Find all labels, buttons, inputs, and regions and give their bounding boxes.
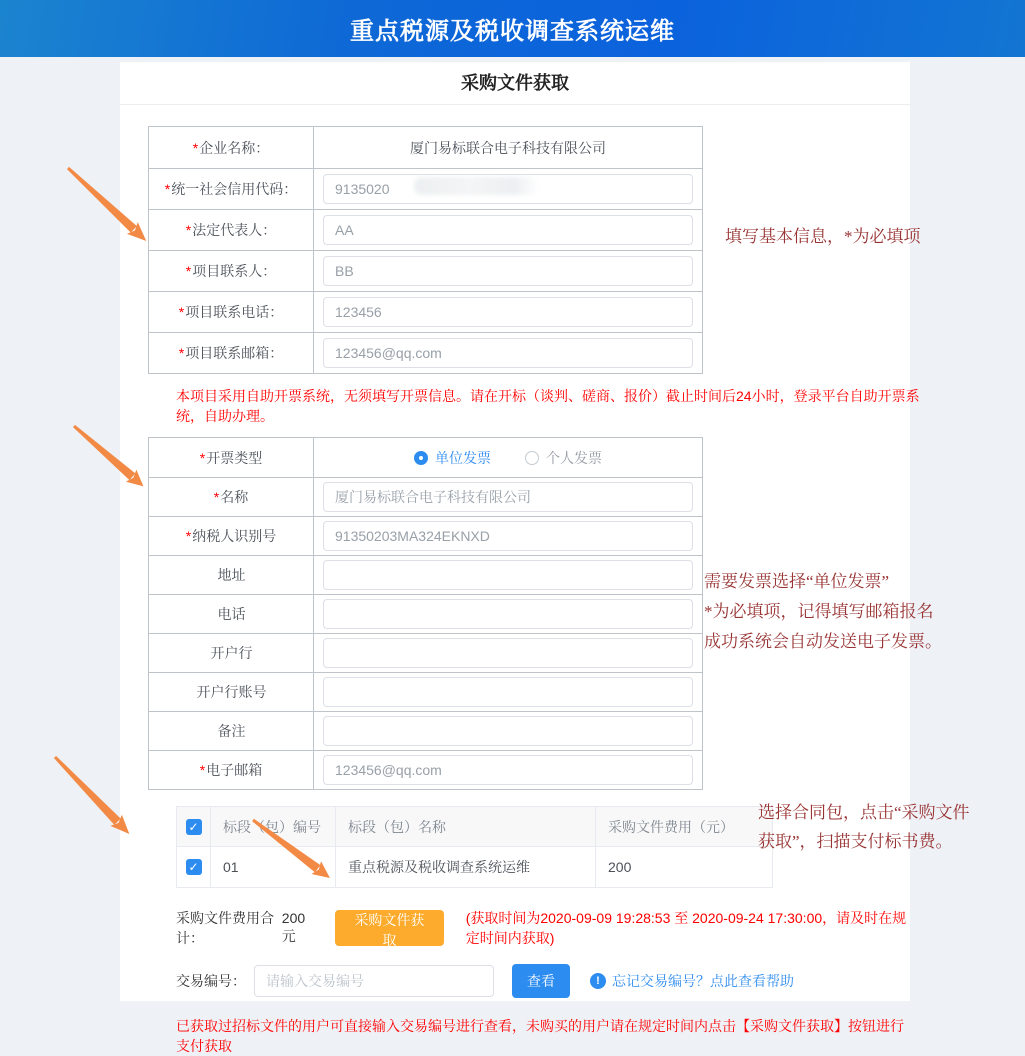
required-mark: *	[185, 263, 192, 279]
field-label-text: 开户行	[210, 645, 253, 661]
field-label	[149, 438, 314, 477]
form-row-phone	[149, 594, 702, 633]
form-row-taxpayer-id	[149, 516, 702, 555]
bank-account-input[interactable]	[323, 677, 693, 707]
form-row-contact-name	[149, 250, 702, 291]
form-row-invoice-type	[149, 438, 702, 477]
field-label	[149, 556, 314, 594]
annotation-line: 选择合同包，点击“采购文件	[758, 803, 970, 822]
basic-info-form	[148, 126, 703, 374]
help-link-text: 忘记交易编号？点此查看帮助	[612, 973, 794, 989]
transaction-row	[176, 964, 910, 998]
radio-unselected-icon	[525, 451, 539, 465]
form-row-bank	[149, 633, 702, 672]
form-row-legal-rep	[149, 209, 702, 250]
field-label-text: 开户行账号	[196, 684, 267, 700]
field-label-text: 法定代表人：	[192, 222, 277, 238]
forgot-transaction-help-link[interactable]	[590, 971, 794, 991]
annotation-line: 成功系统会自动发送电子发票。	[704, 632, 942, 651]
legal-rep-input[interactable]	[323, 215, 693, 245]
field-label	[149, 712, 314, 750]
field-label-text: 电话	[217, 606, 246, 622]
transaction-input[interactable]	[254, 965, 494, 997]
phone-input[interactable]	[323, 599, 693, 629]
package-table-row	[177, 847, 772, 887]
form-row-remark	[149, 711, 702, 750]
required-mark: *	[185, 222, 192, 238]
transaction-label: 交易编号：	[176, 973, 246, 989]
field-label	[149, 127, 314, 168]
form-row-contact-phone	[149, 291, 702, 332]
field-label-text: 纳税人识别号	[192, 528, 277, 544]
form-row-email	[149, 750, 702, 789]
field-label	[149, 478, 314, 516]
field-label-text: 名称	[220, 489, 249, 505]
form-row-company-name	[149, 127, 702, 168]
annotation-basic-info	[725, 222, 921, 247]
field-label	[149, 595, 314, 633]
field-label	[149, 634, 314, 672]
invoice-form	[148, 437, 703, 790]
required-mark: *	[178, 304, 185, 320]
invoice-name-input[interactable]	[323, 482, 693, 512]
column-header-package-no: 标段（包）编号	[210, 807, 335, 846]
remark-input[interactable]	[323, 716, 693, 746]
field-label-text: 统一社会信用代码：	[171, 181, 298, 197]
radio-company-invoice[interactable]	[414, 448, 491, 468]
form-row-address	[149, 555, 702, 594]
field-label	[149, 210, 314, 250]
required-mark: *	[213, 489, 220, 505]
field-label	[149, 333, 314, 373]
row-checkbox[interactable]: ✓	[186, 859, 202, 875]
field-label	[149, 517, 314, 555]
fee-total-label: 采购文件费用合计：	[176, 910, 274, 946]
bottom-notice: 已获取过招标文件的用户可直接输入交易编号进行查看，未购买的用户请在规定时间内点击【采购文件获取】按钮进行支付获取	[176, 1018, 904, 1054]
taxpayer-id-input[interactable]	[323, 521, 693, 551]
annotation-line: 获取”，扫描支付标书费。	[758, 832, 953, 851]
field-label	[149, 292, 314, 332]
package-no-cell: 01	[210, 847, 335, 887]
annotation-line: *为必填项，记得填写邮箱报名	[704, 602, 934, 621]
annotation-line: 需要发票选择“单位发票”	[704, 572, 890, 591]
required-mark: *	[199, 762, 206, 778]
form-row-invoice-name	[149, 477, 702, 516]
email-input[interactable]	[323, 755, 693, 785]
column-header-fee: 采购文件费用（元）	[595, 807, 772, 846]
field-label-text: 开票类型	[206, 449, 263, 466]
annotation-package	[758, 798, 970, 856]
required-mark: *	[199, 449, 206, 466]
field-label	[149, 251, 314, 291]
field-label	[149, 673, 314, 711]
radio-label: 个人发票	[546, 449, 602, 466]
address-input[interactable]	[323, 560, 693, 590]
package-fee-cell: 200	[595, 847, 772, 887]
contact-name-input[interactable]	[323, 256, 693, 286]
field-label-text: 企业名称：	[199, 139, 270, 156]
required-mark: *	[178, 345, 185, 361]
radio-label: 单位发票	[435, 449, 491, 466]
field-label	[149, 169, 314, 209]
info-icon: !	[590, 973, 606, 989]
required-mark: *	[192, 139, 199, 156]
bank-input[interactable]	[323, 638, 693, 668]
fee-total-row	[176, 908, 910, 948]
select-all-checkbox[interactable]: ✓	[186, 819, 202, 835]
field-label-text: 项目联系邮箱：	[185, 345, 284, 361]
field-label-text: 地址	[217, 567, 246, 583]
annotation-invoice	[704, 567, 942, 657]
form-row-contact-email	[149, 332, 702, 373]
header-banner	[0, 0, 1025, 57]
credit-code-input[interactable]	[323, 174, 693, 204]
field-label	[149, 751, 314, 789]
section-title: 采购文件获取	[120, 62, 910, 105]
invoice-system-notice: 本项目采用自助开票系统，无须填写开票信息。请在开标（谈判、磋商、报价）截止时间后24小时，登录平台自助开票系统，自助办理。	[176, 388, 920, 424]
field-label-text: 备注	[217, 723, 246, 739]
acquisition-time-note: (获取时间为2020-09-09 19:28:53 至 2020-09-24 17:30:00，请及时在规定时间内获取)	[465, 910, 907, 946]
get-documents-button[interactable]: 采购文件获取	[335, 910, 444, 946]
invoice-type-radio-group	[323, 448, 693, 468]
field-label-text: 项目联系人：	[192, 263, 277, 279]
company-name-value: 厦门易标联合电子科技有限公司	[410, 139, 606, 156]
contact-phone-input[interactable]	[323, 297, 693, 327]
main-panel	[120, 62, 920, 1054]
field-label-text: 项目联系电话：	[185, 304, 284, 320]
package-name-cell: 重点税源及税收调查系统运维	[335, 847, 595, 887]
radio-selected-icon	[414, 451, 428, 465]
annotation-line: 填写基本信息，*为必填项	[725, 227, 921, 246]
field-label-text: 电子邮箱	[206, 762, 263, 778]
radio-personal-invoice[interactable]	[525, 448, 602, 468]
fee-total-value: 200元	[281, 910, 306, 944]
view-button[interactable]: 查看	[512, 964, 570, 998]
page-title: 重点税源及税收调查系统运维	[350, 18, 675, 45]
form-row-bank-account	[149, 672, 702, 711]
column-header-package-name: 标段（包）名称	[335, 807, 595, 846]
required-mark: *	[164, 181, 171, 197]
contact-email-input[interactable]	[323, 338, 693, 368]
form-row-credit-code	[149, 168, 702, 209]
required-mark: *	[185, 528, 192, 544]
